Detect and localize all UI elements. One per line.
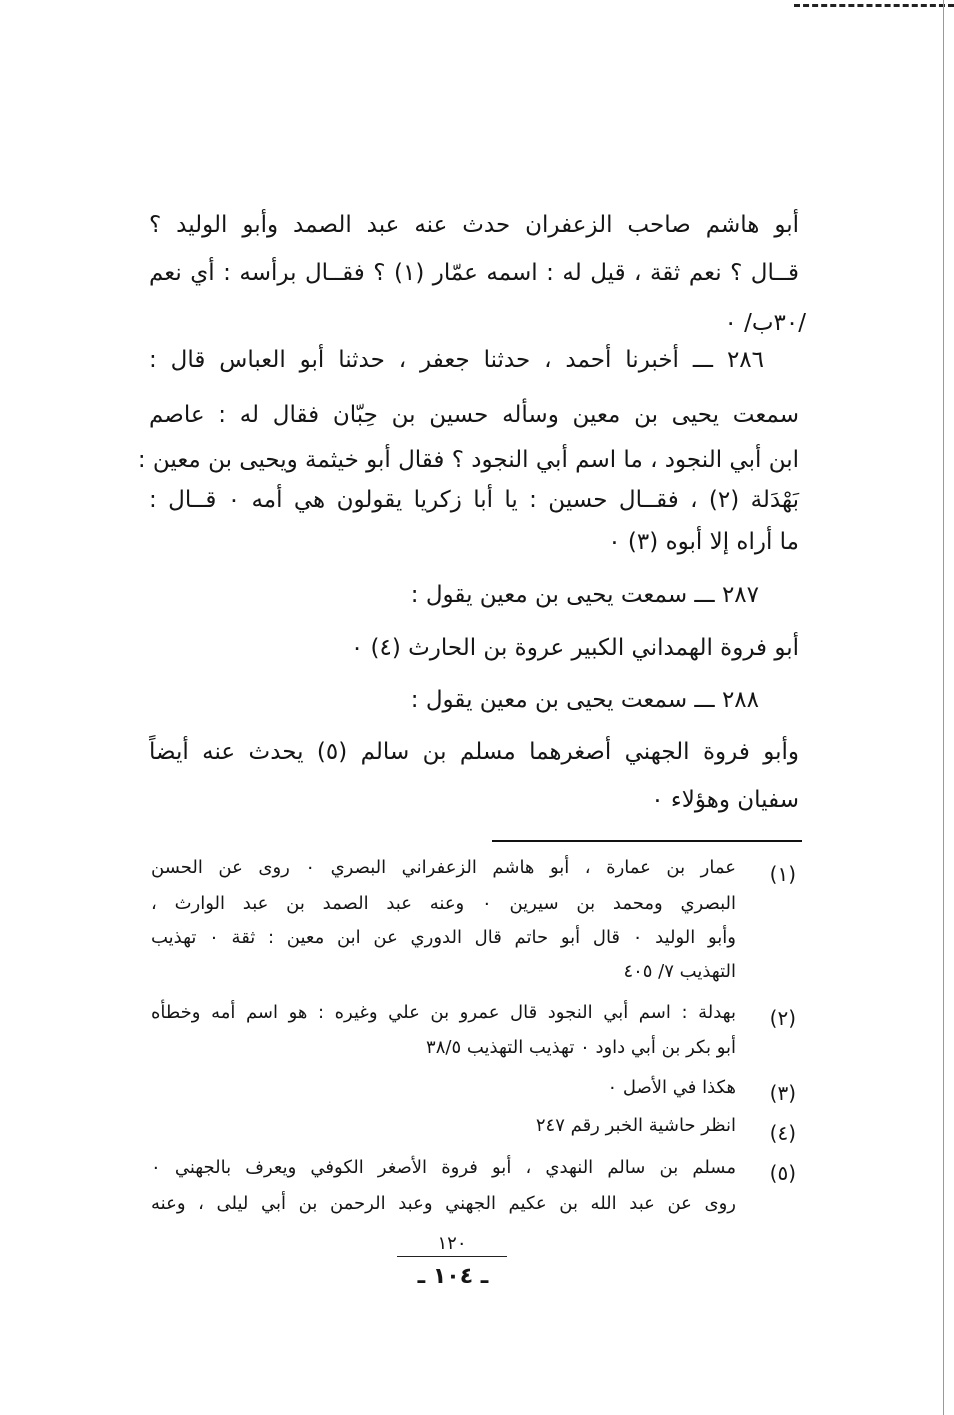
footnote-number: (٣) — [769, 1081, 796, 1105]
page-number: ـ ١٠٤ ـ — [417, 1264, 489, 1289]
body-line: أبو هاشم صاحب الزعفران حدث عنه عبد الصمد وأبو الوليد ؟ — [149, 212, 799, 238]
hadith-287-heading: ٢٨٧ ـــ سمعت يحيى بن معين يقول : — [410, 582, 759, 608]
hadith-288-heading: ٢٨٨ ـــ سمعت يحيى بن معين يقول : — [410, 687, 759, 713]
top-edge-rule — [794, 4, 954, 7]
body-line: أبو فروة الهمداني الكبير عروة بن الحارث (٤) ٠ — [350, 635, 799, 661]
footnote-line: أبو بكر بن أبي داود ٠ تهذيب التهذيب ٣٨/٥ — [426, 1037, 736, 1058]
body-line: سفيان وهؤلاء ٠ — [651, 787, 799, 813]
footnote-line: عمار بن عمارة ، أبو هاشم الزعفراني البصري ٠ روى عن الحسن — [151, 857, 736, 878]
page-gutter-line — [943, 0, 944, 1415]
body-line: ما أراه إلا أبوه (٣) ٠ — [608, 529, 799, 555]
original-page-number: ١٢٠ — [397, 1232, 507, 1257]
body-line: بَهْدَلة (٢) ، فقــال حسين : يا أبا زكريا يقولون هي أمه ٠ قــال : — [149, 487, 800, 513]
hadith-286-heading: ٢٨٦ ـــ أخبرنا أحمد ، حدثنا جعفر ، حدثنا أبو العباس قال : — [149, 347, 764, 373]
body-line: وأبو فروة الجهني أصغرهما مسلم بن سالم (٥) يحدث عنه أيضاً — [149, 739, 799, 765]
footnote-line: انظر حاشية الخبر رقم ٢٤٧ — [535, 1115, 736, 1136]
body-line: سمعت يحيى بن معين وسأله حسين بن حِبّان فقال له : عاصم — [149, 402, 799, 428]
footnote-number: (٢) — [769, 1006, 796, 1030]
footnote-number: (١) — [769, 862, 796, 886]
footnote-line: بهدلة : اسم أبي النجود قال عمرو بن علي وغيره : هو اسم أمه وخطأه — [151, 1002, 736, 1023]
body-line: ابن أبي النجود ، ما اسم أبي النجود ؟ فقال أبو خيثمة ويحيى بن معين : — [137, 447, 799, 473]
footnote-line: البصري ومحمد بن سيرين ٠ وعنه عبد الصمد بن عبد الوارث ، — [151, 893, 736, 914]
footnote-number: (٥) — [769, 1161, 796, 1185]
footnote-line: هكذا في الأصل ٠ — [607, 1077, 736, 1098]
footnote-number: (٤) — [769, 1121, 796, 1145]
body-line: قــال ؟ نعم ثقة ، قيل له : اسمه عمّار (١) ؟ فقــال برأسه : أي نعم — [149, 260, 799, 286]
footnote-line: التهذيب ٧/ ٤٠٥ — [623, 961, 736, 982]
folio-marker: /٣٠ب/ ٠ — [724, 310, 806, 336]
footnote-line: روى عن عبد الله بن عكيم الجهني وعبد الرحمن بن أبي ليلى ، وعنه — [151, 1193, 736, 1214]
footnote-separator — [492, 840, 802, 842]
footnote-line: مسلم بن سالم النهدي ، أبو فروة الأصغر الكوفي ويعرف بالجهني ٠ — [151, 1157, 736, 1178]
footnote-line: وأبو الوليد ٠ قال أبو حاتم قال الدوري عن ابن معين : ثقة ٠ تهذيب — [151, 927, 736, 948]
